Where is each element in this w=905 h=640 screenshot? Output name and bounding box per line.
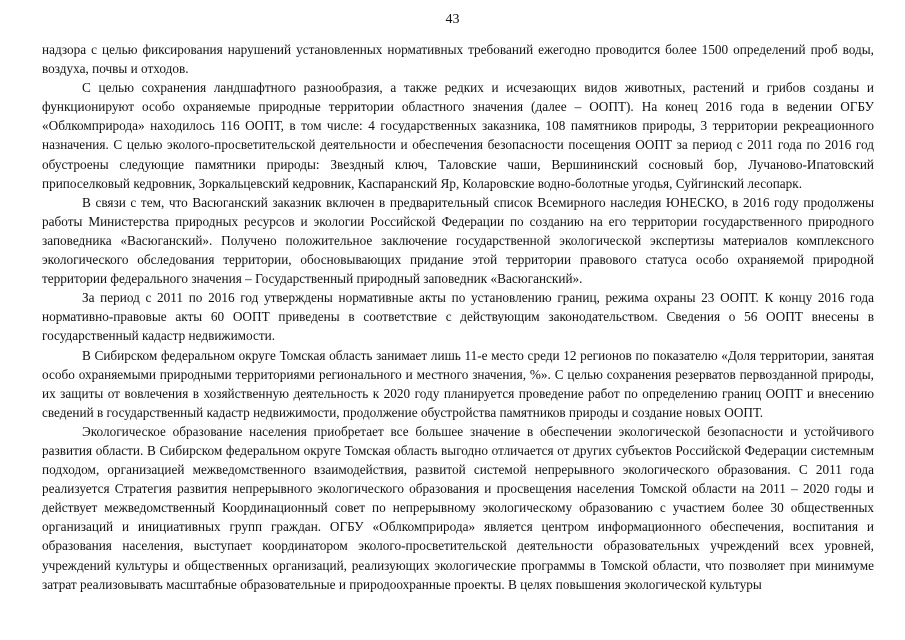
paragraph-vasyugan-reserve: В связи с тем, что Васюганский заказник включен в предварительный список Всемирного наследия ЮНЕСКО, в 2016 году продолжены работы Министерства природных ресурсов и экологии Российской Федерации по созданию на его территории государственного природного заповедника «Васюганский». Получено положительное заключение государственной экологической экспертизы материалов комплексного экологического обследования территории, обосновывающих придание этой территории правового статуса особо охраняемой природной территории федерального значения – Государственный природный заповедник «Васюганский». (42, 194, 874, 287)
body-text (42, 40, 874, 594)
paragraph-normative-acts: За период с 2011 по 2016 год утверждены нормативные акты по установлению границ, режима охраны 23 ООПТ. К концу 2016 года нормативно-правовые акты 60 ООПТ приведены в соответствие с действующим законодательством. Сведения о 56 ООПТ внесены в государственный кадастр недвижимости. (42, 290, 874, 344)
page-number: 43 (445, 12, 460, 27)
paragraph-continuation: надзора с целью фиксирования нарушений установленных нормативных требований ежегодно проводится более 1500 определений проб воды, воздуха, почвы и отходов. (42, 42, 874, 77)
paragraph-ecological-education: Экологическое образование населения приобретает все большее значение в обеспечении экологической безопасности и устойчивого развития области. В Сибирском федеральном округе Томская область выгодно отличается от других субъектов Российской Федерации системным подходом, организацией межведомственного взаимодействия, развитой системой непрерывного экологического образования. С 2011 года реализуется Стратегия развития непрерывного экологического образования и просвещения населения Томской области на 2011 – 2020 годы и действует межведомственный Координационный совет по непрерывному экологическому образованию с участием более 30 общественных организаций и инициативных групп граждан. ОГБУ «Облкомприрода» является центром информационного обеспечения, воспитания и образования населения, выступает координатором эколого-просветительской деятельности образовательных учреждений всех уровней, учреждений культуры и общественных организаций, реализующих экологические программы в Томской области, что позволяет при минимуме затрат реализовывать масштабные образовательные и природоохранные проекты. В целях повышения экологической культуры (42, 423, 874, 592)
paragraph-protected-areas: С целью сохранения ландшафтного разнообразия, а также редких и исчезающих видов животных, растений и грибов созданы и функционируют особо охраняемые природные территории областного значения (далее – ООПТ). На конец 2016 года в ведении ОГБУ «Облкомприрода» находилось 116 ООПТ, в том числе: 4 государственных заказника, 108 памятников природы, 3 территории рекреационного назначения. С целью эколого-просветительской деятельности и обеспечения безопасности посещения ООПТ за период с 2011 года по 2016 год обустроены следующие памятники природы: Звездный ключ, Таловские чаши, Вершининский сосновый бор, Лучаново-Ипатовский припоселковый кедровник, Зоркальцевский кедровник, Каспаранский Яр, Коларовские водно-болотные угодья, Суйгинский лесопарк. (42, 80, 874, 191)
paragraph-siberian-district: В Сибирском федеральном округе Томская область занимает лишь 11-е место среди 12 регионов по показателю «Доля территории, занятая особо охраняемыми природными территориями регионального и местного значения, %». С целью сохранения резерватов первозданной природы, их защиты от вовлечения в хозяйственную деятельность к 2020 году планируется проведение работ по определению границ ООПТ и внесению сведений в государственный кадастр недвижимости, продолжение обустройства памятников природы и создание новых ООПТ. (42, 347, 874, 420)
